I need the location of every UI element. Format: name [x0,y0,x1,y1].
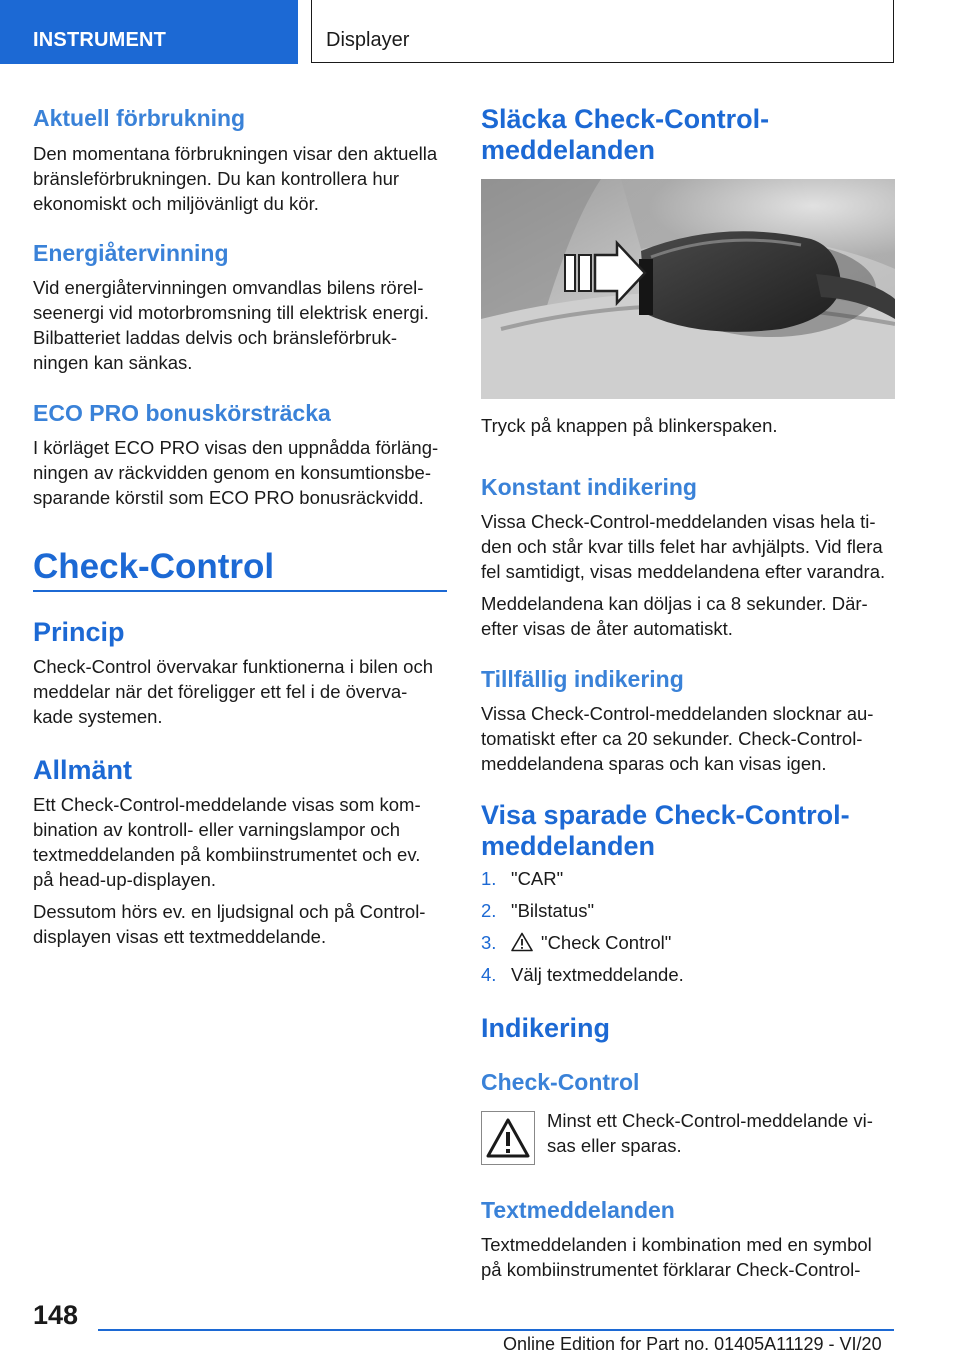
paragraph-konstant-2 [481,591,868,641]
text-line: textmeddelanden på kombiinstrumentet och ev. [33,844,421,865]
text-line: fel samtidigt, visas meddelandena efter varandra. [481,561,886,582]
text-line: ningen kan sänkas. [33,352,193,373]
text-line: ekonomiskt och miljövänligt du kör. [33,193,319,214]
heading-visa-sparade [481,800,850,862]
heading-line: meddelanden [481,135,656,165]
step-number: 3. [481,932,497,953]
text-line: Textmeddelanden i kombination med en symbol [481,1234,872,1255]
paragraph-allmant [33,792,421,892]
heading-rule [33,590,447,592]
heading-eco-pro: ECO PRO bonuskörsträcka [33,400,331,426]
heading-textmeddelanden: Textmeddelanden [481,1197,675,1223]
step-text: "Bilstatus" [511,900,595,921]
heading-line: Visa sparade Check-Control- [481,800,850,830]
list-item [481,900,594,922]
text-line: Den momentana förbrukningen visar den aktuella [33,143,438,164]
step-number: 4. [481,964,497,985]
chapter-heading-check-control: Check-Control [33,547,275,586]
text-line: Bilbatteriet laddas delvis och bränsleförbruk‐ [33,327,398,348]
text-line: på kombiinstrumentet förklarar Check-Control- [481,1259,861,1280]
text-line: Meddelandena kan döljas i ca 8 sekunder. Där‐ [481,593,868,614]
page-number: 148 [33,1300,79,1330]
heading-konstant-indikering: Konstant indikering [481,474,697,500]
text-line: Dessutom hörs ev. en ljudsignal och på Control- [33,901,426,922]
text-line: ningen av räckvidden genom en konsumtionsbe‐ [33,462,431,483]
paragraph-check-control [547,1108,873,1158]
heading-line: Släcka Check-Control- [481,104,770,134]
paragraph-princip [33,654,433,729]
paragraph-textmeddelanden [481,1232,872,1282]
text-line: den och står kvar tills felet har avhjälpts. Vid flera [481,536,883,557]
heading-tillfallig-indikering: Tillfällig indikering [481,666,684,692]
step-text: "Check Control" [541,932,672,953]
warning-triangle-icon [511,932,541,957]
step-text: Välj textmeddelande. [511,964,684,985]
text-line: bränsleförbrukningen. Du kan kontrollera hur [33,168,400,189]
turn-signal-lever-illustration [481,179,895,399]
heading-slacka [481,104,769,166]
text-line: på head-up-displayen. [33,869,217,890]
text-line: kade systemen. [33,706,163,727]
section-title: INSTRUMENT [33,29,167,51]
warning-symbol-box [481,1111,535,1165]
text-line: Check-Control övervakar funktionerna i bilen och [33,656,434,677]
chapter-title: Displayer [326,29,410,51]
heading-energiatervinning: Energiåtervinning [33,240,229,266]
heading-line: meddelanden [481,831,656,861]
chapter-box [311,0,894,63]
text-line: Vissa Check-Control-meddelanden visas hela ti‐ [481,511,876,532]
paragraph-tillfallig [481,701,873,776]
heading-allmant: Allmänt [33,755,133,785]
text-line: sparande körstil som ECO PRO bonusräckvidd. [33,487,424,508]
list-item [481,932,671,957]
warning-triangle-icon [482,1112,534,1164]
heading-indikering: Indikering [481,1013,611,1043]
text-line: meddelandena sparas och kan visas igen. [481,753,827,774]
text-line: Vid energiåtervinningen omvandlas bilens rörel‐ [33,277,424,298]
text-line: efter visas de åter automatiskt. [481,618,733,639]
text-line: displayen visas ett textmeddelande. [33,926,327,947]
text-line: seenergi vid motorbromsning till elektrisk energi. [33,302,429,323]
heading-princip: Princip [33,617,125,647]
footer-edition: Online Edition for Part no. 01405A11129 - VI/20 [503,1334,882,1354]
paragraph-energiatervinning [33,275,429,375]
text-line: tomatiskt efter ca 20 sekunder. Check-Control- [481,728,863,749]
paragraph-aktuell-forbrukning [33,141,437,216]
list-item [481,964,684,986]
step-text: "CAR" [511,868,564,889]
list-item [481,868,563,890]
text-line: Minst ett Check-Control-meddelande vi‐ [547,1110,873,1131]
paragraph-allmant-2 [33,899,425,949]
text-line: Vissa Check-Control-meddelanden slocknar au‐ [481,703,874,724]
paragraph-konstant [481,509,885,584]
text-line: I körläget ECO PRO visas den uppnådda förläng‐ [33,437,439,458]
section-tab [0,0,298,64]
footer-rule [98,1329,894,1331]
paragraph-eco-pro [33,435,438,510]
step-number: 1. [481,868,497,889]
heading-aktuell-forbrukning: Aktuell förbrukning [33,105,246,131]
step-number: 2. [481,900,497,921]
text-line: bination av kontroll- eller varningslampor och [33,819,401,840]
text-line: meddelar när det föreligger ett fel i de överva‐ [33,681,408,702]
text-line: sas eller sparas. [547,1135,682,1156]
caption-slacka: Tryck på knappen på blinkerspaken. [481,415,778,436]
turn-signal-lever-photo [481,179,895,399]
heading-check-control: Check-Control [481,1069,640,1095]
text-line: Ett Check-Control-meddelande visas som kom‐ [33,794,421,815]
